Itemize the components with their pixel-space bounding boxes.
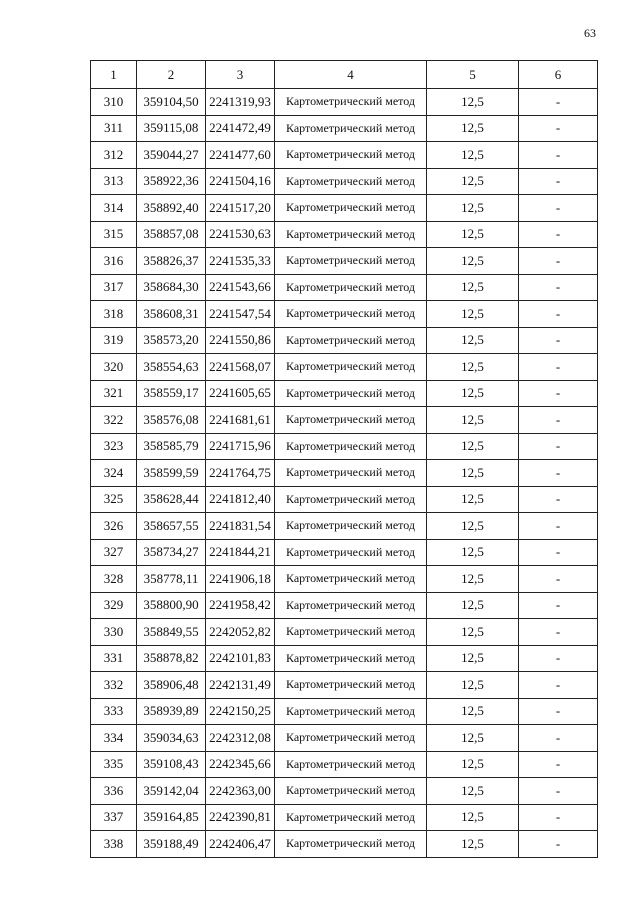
point-number-cell: 332 (91, 672, 137, 699)
header-cell-col-5: 5 (427, 61, 519, 89)
note-cell: - (519, 778, 598, 805)
x-coordinate-cell: 358878,82 (137, 645, 206, 672)
y-coordinate-cell: 2242101,83 (206, 645, 275, 672)
table-row (91, 407, 598, 434)
method-cell: Картометрический метод (275, 142, 427, 169)
method-cell: Картометрический метод (275, 433, 427, 460)
point-number-cell: 330 (91, 619, 137, 646)
accuracy-cell: 12,5 (427, 221, 519, 248)
method-cell: Картометрический метод (275, 460, 427, 487)
x-coordinate-cell: 358906,48 (137, 672, 206, 699)
x-coordinate-cell: 358922,36 (137, 168, 206, 195)
note-cell: - (519, 274, 598, 301)
table-row (91, 301, 598, 328)
accuracy-cell: 12,5 (427, 460, 519, 487)
note-cell: - (519, 195, 598, 222)
y-coordinate-cell: 2241547,54 (206, 301, 275, 328)
accuracy-cell: 12,5 (427, 274, 519, 301)
method-cell: Картометрический метод (275, 804, 427, 831)
y-coordinate-cell: 2242131,49 (206, 672, 275, 699)
table-row (91, 433, 598, 460)
y-coordinate-cell: 2241831,54 (206, 513, 275, 540)
note-cell: - (519, 539, 598, 566)
note-cell: - (519, 645, 598, 672)
x-coordinate-cell: 358857,08 (137, 221, 206, 248)
note-cell: - (519, 751, 598, 778)
note-cell: - (519, 831, 598, 858)
table-row (91, 327, 598, 354)
note-cell: - (519, 513, 598, 540)
table-row (91, 513, 598, 540)
table-header (91, 61, 598, 89)
point-number-cell: 311 (91, 115, 137, 142)
accuracy-cell: 12,5 (427, 539, 519, 566)
accuracy-cell: 12,5 (427, 725, 519, 752)
y-coordinate-cell: 2241530,63 (206, 221, 275, 248)
x-coordinate-cell: 358939,89 (137, 698, 206, 725)
header-cell-col-1: 1 (91, 61, 137, 89)
accuracy-cell: 12,5 (427, 513, 519, 540)
y-coordinate-cell: 2241906,18 (206, 566, 275, 593)
method-cell: Картометрический метод (275, 221, 427, 248)
method-cell: Картометрический метод (275, 354, 427, 381)
x-coordinate-cell: 358684,30 (137, 274, 206, 301)
point-number-cell: 334 (91, 725, 137, 752)
point-number-cell: 316 (91, 248, 137, 275)
y-coordinate-cell: 2242150,25 (206, 698, 275, 725)
table-body (91, 89, 598, 858)
method-cell: Картометрический метод (275, 274, 427, 301)
note-cell: - (519, 460, 598, 487)
accuracy-cell: 12,5 (427, 115, 519, 142)
x-coordinate-cell: 358849,55 (137, 619, 206, 646)
table-row (91, 619, 598, 646)
accuracy-cell: 12,5 (427, 301, 519, 328)
point-number-cell: 327 (91, 539, 137, 566)
accuracy-cell: 12,5 (427, 698, 519, 725)
method-cell: Картометрический метод (275, 115, 427, 142)
x-coordinate-cell: 358585,79 (137, 433, 206, 460)
method-cell: Картометрический метод (275, 539, 427, 566)
x-coordinate-cell: 358657,55 (137, 513, 206, 540)
table-row (91, 221, 598, 248)
table-row (91, 751, 598, 778)
table-row (91, 539, 598, 566)
note-cell: - (519, 486, 598, 513)
point-number-cell: 320 (91, 354, 137, 381)
header-cell-col-6: 6 (519, 61, 598, 89)
coordinates-table (90, 60, 598, 858)
y-coordinate-cell: 2242312,08 (206, 725, 275, 752)
point-number-cell: 328 (91, 566, 137, 593)
note-cell: - (519, 327, 598, 354)
accuracy-cell: 12,5 (427, 168, 519, 195)
x-coordinate-cell: 358826,37 (137, 248, 206, 275)
method-cell: Картометрический метод (275, 89, 427, 116)
x-coordinate-cell: 359044,27 (137, 142, 206, 169)
accuracy-cell: 12,5 (427, 195, 519, 222)
point-number-cell: 336 (91, 778, 137, 805)
accuracy-cell: 12,5 (427, 89, 519, 116)
accuracy-cell: 12,5 (427, 645, 519, 672)
point-number-cell: 318 (91, 301, 137, 328)
table-row (91, 168, 598, 195)
accuracy-cell: 12,5 (427, 804, 519, 831)
x-coordinate-cell: 359188,49 (137, 831, 206, 858)
x-coordinate-cell: 359142,04 (137, 778, 206, 805)
table-row (91, 248, 598, 275)
accuracy-cell: 12,5 (427, 566, 519, 593)
method-cell: Картометрический метод (275, 725, 427, 752)
accuracy-cell: 12,5 (427, 142, 519, 169)
method-cell: Картометрический метод (275, 407, 427, 434)
x-coordinate-cell: 358576,08 (137, 407, 206, 434)
accuracy-cell: 12,5 (427, 751, 519, 778)
x-coordinate-cell: 359115,08 (137, 115, 206, 142)
point-number-cell: 321 (91, 380, 137, 407)
point-number-cell: 313 (91, 168, 137, 195)
point-number-cell: 331 (91, 645, 137, 672)
y-coordinate-cell: 2241535,33 (206, 248, 275, 275)
table-row (91, 698, 598, 725)
table-row (91, 195, 598, 222)
table-row (91, 274, 598, 301)
method-cell: Картометрический метод (275, 751, 427, 778)
x-coordinate-cell: 359104,50 (137, 89, 206, 116)
method-cell: Картометрический метод (275, 486, 427, 513)
x-coordinate-cell: 358892,40 (137, 195, 206, 222)
y-coordinate-cell: 2241550,86 (206, 327, 275, 354)
note-cell: - (519, 407, 598, 434)
y-coordinate-cell: 2241605,65 (206, 380, 275, 407)
note-cell: - (519, 115, 598, 142)
x-coordinate-cell: 358554,63 (137, 354, 206, 381)
y-coordinate-cell: 2242363,00 (206, 778, 275, 805)
note-cell: - (519, 592, 598, 619)
note-cell: - (519, 619, 598, 646)
table-row (91, 486, 598, 513)
x-coordinate-cell: 358778,11 (137, 566, 206, 593)
y-coordinate-cell: 2241681,61 (206, 407, 275, 434)
table-row (91, 778, 598, 805)
point-number-cell: 322 (91, 407, 137, 434)
table-row (91, 380, 598, 407)
accuracy-cell: 12,5 (427, 380, 519, 407)
note-cell: - (519, 433, 598, 460)
header-row (91, 61, 598, 89)
accuracy-cell: 12,5 (427, 248, 519, 275)
y-coordinate-cell: 2241844,21 (206, 539, 275, 566)
table-row (91, 354, 598, 381)
table-row (91, 725, 598, 752)
y-coordinate-cell: 2241319,93 (206, 89, 275, 116)
method-cell: Картометрический метод (275, 566, 427, 593)
table-row (91, 592, 598, 619)
y-coordinate-cell: 2242345,66 (206, 751, 275, 778)
note-cell: - (519, 142, 598, 169)
method-cell: Картометрический метод (275, 248, 427, 275)
point-number-cell: 324 (91, 460, 137, 487)
header-cell-col-2: 2 (137, 61, 206, 89)
note-cell: - (519, 566, 598, 593)
method-cell: Картометрический метод (275, 195, 427, 222)
point-number-cell: 338 (91, 831, 137, 858)
point-number-cell: 325 (91, 486, 137, 513)
note-cell: - (519, 698, 598, 725)
table-row (91, 142, 598, 169)
header-cell-col-4: 4 (275, 61, 427, 89)
y-coordinate-cell: 2241472,49 (206, 115, 275, 142)
method-cell: Картометрический метод (275, 831, 427, 858)
table-row (91, 672, 598, 699)
accuracy-cell: 12,5 (427, 778, 519, 805)
note-cell: - (519, 89, 598, 116)
method-cell: Картометрический метод (275, 513, 427, 540)
point-number-cell: 323 (91, 433, 137, 460)
method-cell: Картометрический метод (275, 168, 427, 195)
method-cell: Картометрический метод (275, 592, 427, 619)
x-coordinate-cell: 358573,20 (137, 327, 206, 354)
point-number-cell: 333 (91, 698, 137, 725)
note-cell: - (519, 301, 598, 328)
note-cell: - (519, 725, 598, 752)
x-coordinate-cell: 359164,85 (137, 804, 206, 831)
table-row (91, 89, 598, 116)
point-number-cell: 310 (91, 89, 137, 116)
point-number-cell: 317 (91, 274, 137, 301)
accuracy-cell: 12,5 (427, 831, 519, 858)
y-coordinate-cell: 2241543,66 (206, 274, 275, 301)
point-number-cell: 335 (91, 751, 137, 778)
table-row (91, 804, 598, 831)
y-coordinate-cell: 2242390,81 (206, 804, 275, 831)
x-coordinate-cell: 359034,63 (137, 725, 206, 752)
table-row (91, 645, 598, 672)
point-number-cell: 315 (91, 221, 137, 248)
note-cell: - (519, 168, 598, 195)
note-cell: - (519, 248, 598, 275)
point-number-cell: 337 (91, 804, 137, 831)
accuracy-cell: 12,5 (427, 354, 519, 381)
point-number-cell: 329 (91, 592, 137, 619)
note-cell: - (519, 804, 598, 831)
x-coordinate-cell: 359108,43 (137, 751, 206, 778)
y-coordinate-cell: 2241568,07 (206, 354, 275, 381)
accuracy-cell: 12,5 (427, 433, 519, 460)
point-number-cell: 319 (91, 327, 137, 354)
table-row (91, 115, 598, 142)
y-coordinate-cell: 2241958,42 (206, 592, 275, 619)
accuracy-cell: 12,5 (427, 486, 519, 513)
x-coordinate-cell: 358599,59 (137, 460, 206, 487)
accuracy-cell: 12,5 (427, 619, 519, 646)
method-cell: Картометрический метод (275, 645, 427, 672)
x-coordinate-cell: 358559,17 (137, 380, 206, 407)
method-cell: Картометрический метод (275, 672, 427, 699)
x-coordinate-cell: 358800,90 (137, 592, 206, 619)
method-cell: Картометрический метод (275, 380, 427, 407)
point-number-cell: 326 (91, 513, 137, 540)
accuracy-cell: 12,5 (427, 327, 519, 354)
x-coordinate-cell: 358608,31 (137, 301, 206, 328)
method-cell: Картометрический метод (275, 619, 427, 646)
table-row (91, 831, 598, 858)
y-coordinate-cell: 2242406,47 (206, 831, 275, 858)
point-number-cell: 314 (91, 195, 137, 222)
accuracy-cell: 12,5 (427, 592, 519, 619)
y-coordinate-cell: 2241517,20 (206, 195, 275, 222)
method-cell: Картометрический метод (275, 698, 427, 725)
y-coordinate-cell: 2241715,96 (206, 433, 275, 460)
method-cell: Картометрический метод (275, 327, 427, 354)
x-coordinate-cell: 358734,27 (137, 539, 206, 566)
point-number-cell: 312 (91, 142, 137, 169)
table-row (91, 566, 598, 593)
x-coordinate-cell: 358628,44 (137, 486, 206, 513)
y-coordinate-cell: 2241812,40 (206, 486, 275, 513)
y-coordinate-cell: 2241477,60 (206, 142, 275, 169)
note-cell: - (519, 354, 598, 381)
accuracy-cell: 12,5 (427, 672, 519, 699)
method-cell: Картометрический метод (275, 301, 427, 328)
header-cell-col-3: 3 (206, 61, 275, 89)
method-cell: Картометрический метод (275, 778, 427, 805)
accuracy-cell: 12,5 (427, 407, 519, 434)
note-cell: - (519, 221, 598, 248)
note-cell: - (519, 380, 598, 407)
y-coordinate-cell: 2241504,16 (206, 168, 275, 195)
table-row (91, 460, 598, 487)
page-number: 63 (584, 26, 596, 40)
y-coordinate-cell: 2241764,75 (206, 460, 275, 487)
note-cell: - (519, 672, 598, 699)
y-coordinate-cell: 2242052,82 (206, 619, 275, 646)
